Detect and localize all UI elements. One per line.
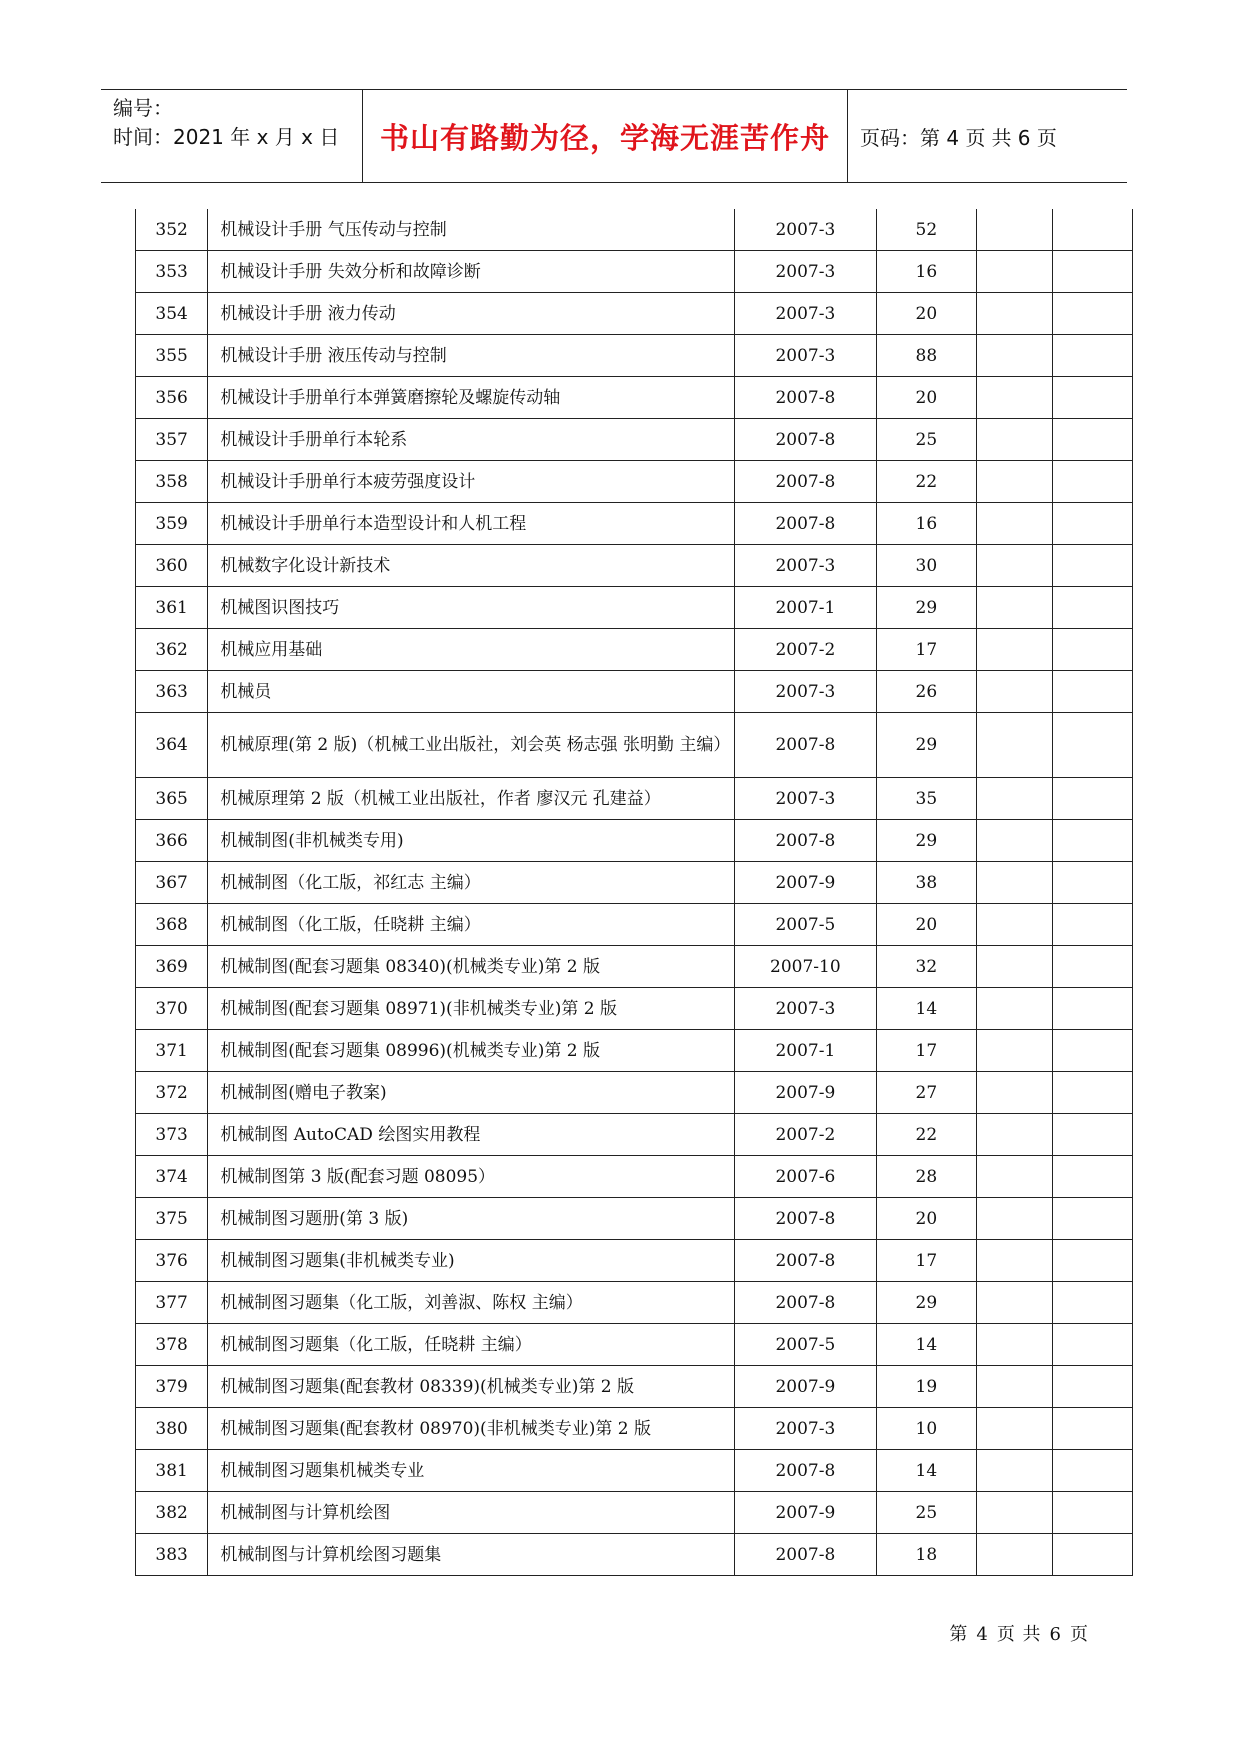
row-title: 机械设计手册单行本造型设计和人机工程 xyxy=(208,503,734,545)
row-number: 375 xyxy=(136,1198,208,1240)
row-title: 机械图识图技巧 xyxy=(208,587,734,629)
row-empty-2 xyxy=(1053,713,1133,778)
row-title: 机械设计手册 液力传动 xyxy=(208,293,734,335)
header-page-info xyxy=(848,90,1127,182)
row-count: 28 xyxy=(877,1156,977,1198)
row-number: 377 xyxy=(136,1282,208,1324)
table-row xyxy=(136,820,1133,862)
number-label: 编号： xyxy=(113,96,173,120)
table-row xyxy=(136,1324,1133,1366)
row-count: 14 xyxy=(877,988,977,1030)
row-empty-1 xyxy=(976,461,1053,503)
row-empty-2 xyxy=(1053,335,1133,377)
table-row xyxy=(136,419,1133,461)
row-number: 363 xyxy=(136,671,208,713)
row-title: 机械设计手册单行本轮系 xyxy=(208,419,734,461)
table-row xyxy=(136,1240,1133,1282)
row-date: 2007-8 xyxy=(734,419,876,461)
row-title: 机械设计手册单行本弹簧磨擦轮及螺旋传动轴 xyxy=(208,377,734,419)
row-empty-1 xyxy=(976,629,1053,671)
row-number: 366 xyxy=(136,820,208,862)
footer-suffix: 页 xyxy=(1070,1624,1089,1645)
row-empty-1 xyxy=(976,820,1053,862)
row-count: 35 xyxy=(877,778,977,820)
table-row xyxy=(136,1408,1133,1450)
row-empty-2 xyxy=(1053,1492,1133,1534)
row-empty-1 xyxy=(976,377,1053,419)
table-row xyxy=(136,671,1133,713)
row-title: 机械制图与计算机绘图习题集 xyxy=(208,1534,734,1576)
row-empty-1 xyxy=(976,1114,1053,1156)
row-title: 机械设计手册 液压传动与控制 xyxy=(208,335,734,377)
row-count: 29 xyxy=(877,587,977,629)
row-count: 14 xyxy=(877,1324,977,1366)
row-empty-2 xyxy=(1053,1072,1133,1114)
row-date: 2007-3 xyxy=(734,545,876,587)
row-title: 机械员 xyxy=(208,671,734,713)
row-date: 2007-9 xyxy=(734,1366,876,1408)
row-count: 17 xyxy=(877,629,977,671)
row-empty-2 xyxy=(1053,820,1133,862)
row-count: 32 xyxy=(877,946,977,988)
row-date: 2007-2 xyxy=(734,1114,876,1156)
row-count: 25 xyxy=(877,419,977,461)
row-count: 17 xyxy=(877,1240,977,1282)
row-number: 356 xyxy=(136,377,208,419)
book-table xyxy=(135,209,1133,1576)
row-count: 29 xyxy=(877,820,977,862)
row-empty-2 xyxy=(1053,671,1133,713)
row-title: 机械制图(配套习题集 08340)(机械类专业)第 2 版 xyxy=(208,946,734,988)
row-count: 10 xyxy=(877,1408,977,1450)
row-title: 机械制图第 3 版(配套习题 08095） xyxy=(208,1156,734,1198)
row-number: 368 xyxy=(136,904,208,946)
row-title: 机械制图(配套习题集 08996)(机械类专业)第 2 版 xyxy=(208,1030,734,1072)
row-date: 2007-8 xyxy=(734,461,876,503)
page-footer xyxy=(945,1620,1093,1646)
row-number: 379 xyxy=(136,1366,208,1408)
row-empty-1 xyxy=(976,862,1053,904)
row-count: 20 xyxy=(877,377,977,419)
row-empty-1 xyxy=(976,293,1053,335)
row-empty-1 xyxy=(976,1030,1053,1072)
footer-prefix: 第 xyxy=(949,1624,969,1645)
table-row xyxy=(136,1198,1133,1240)
row-title: 机械制图习题集机械类专业 xyxy=(208,1450,734,1492)
row-empty-2 xyxy=(1053,1324,1133,1366)
row-number: 378 xyxy=(136,1324,208,1366)
row-empty-1 xyxy=(976,335,1053,377)
row-count: 20 xyxy=(877,293,977,335)
row-count: 17 xyxy=(877,1030,977,1072)
row-date: 2007-8 xyxy=(734,820,876,862)
table-row xyxy=(136,1366,1133,1408)
row-date: 2007-8 xyxy=(734,713,876,778)
table-row xyxy=(136,209,1133,251)
row-empty-2 xyxy=(1053,587,1133,629)
row-count: 20 xyxy=(877,904,977,946)
row-title: 机械制图（化工版，祁红志 主编） xyxy=(208,862,734,904)
row-date: 2007-9 xyxy=(734,862,876,904)
row-number: 353 xyxy=(136,251,208,293)
row-title: 机械设计手册单行本疲劳强度设计 xyxy=(208,461,734,503)
row-empty-2 xyxy=(1053,904,1133,946)
row-number: 380 xyxy=(136,1408,208,1450)
row-number: 364 xyxy=(136,713,208,778)
row-empty-1 xyxy=(976,946,1053,988)
row-empty-2 xyxy=(1053,1198,1133,1240)
page-header xyxy=(101,89,1127,183)
row-date: 2007-8 xyxy=(734,1240,876,1282)
row-empty-2 xyxy=(1053,251,1133,293)
row-count: 19 xyxy=(877,1366,977,1408)
row-date: 2007-8 xyxy=(734,1198,876,1240)
row-empty-1 xyxy=(976,209,1053,251)
table-row xyxy=(136,377,1133,419)
row-title: 机械制图 AutoCAD 绘图实用教程 xyxy=(208,1114,734,1156)
footer-page: 4 xyxy=(976,1624,989,1645)
row-empty-1 xyxy=(976,1240,1053,1282)
row-title: 机械制图(配套习题集 08971)(非机械类专业)第 2 版 xyxy=(208,988,734,1030)
row-count: 16 xyxy=(877,251,977,293)
row-empty-2 xyxy=(1053,1282,1133,1324)
table-row xyxy=(136,1450,1133,1492)
row-empty-1 xyxy=(976,1366,1053,1408)
row-number: 381 xyxy=(136,1450,208,1492)
row-number: 361 xyxy=(136,587,208,629)
row-title: 机械应用基础 xyxy=(208,629,734,671)
header-motto: 书山有路勤为径，学海无涯苦作舟 xyxy=(363,90,848,182)
row-empty-1 xyxy=(976,1072,1053,1114)
row-empty-1 xyxy=(976,1156,1053,1198)
row-number: 382 xyxy=(136,1492,208,1534)
row-number: 360 xyxy=(136,545,208,587)
row-empty-1 xyxy=(976,1492,1053,1534)
row-date: 2007-6 xyxy=(734,1156,876,1198)
row-count: 29 xyxy=(877,713,977,778)
row-date: 2007-3 xyxy=(734,335,876,377)
row-empty-1 xyxy=(976,503,1053,545)
time-label: 时间：2021 年 x 月 x 日 xyxy=(113,125,340,149)
header-left xyxy=(101,90,363,182)
footer-total: 6 xyxy=(1049,1624,1062,1645)
row-number: 359 xyxy=(136,503,208,545)
row-empty-1 xyxy=(976,671,1053,713)
row-empty-2 xyxy=(1053,419,1133,461)
row-number: 370 xyxy=(136,988,208,1030)
row-count: 16 xyxy=(877,503,977,545)
row-title: 机械数字化设计新技术 xyxy=(208,545,734,587)
table-row xyxy=(136,503,1133,545)
row-date: 2007-3 xyxy=(734,778,876,820)
row-date: 2007-8 xyxy=(734,1534,876,1576)
row-title: 机械制图习题集（化工版，任晓耕 主编） xyxy=(208,1324,734,1366)
row-count: 26 xyxy=(877,671,977,713)
table-row xyxy=(136,946,1133,988)
row-date: 2007-5 xyxy=(734,1324,876,1366)
table-row xyxy=(136,251,1133,293)
row-title: 机械制图习题集(非机械类专业) xyxy=(208,1240,734,1282)
table-row xyxy=(136,629,1133,671)
row-count: 38 xyxy=(877,862,977,904)
row-date: 2007-1 xyxy=(734,1030,876,1072)
row-date: 2007-3 xyxy=(734,671,876,713)
page-label: 页码：第 4 页 xyxy=(860,125,986,150)
row-count: 22 xyxy=(877,461,977,503)
row-count: 25 xyxy=(877,1492,977,1534)
row-empty-1 xyxy=(976,1450,1053,1492)
table-row xyxy=(136,862,1133,904)
table-row xyxy=(136,1282,1133,1324)
row-empty-2 xyxy=(1053,1156,1133,1198)
row-empty-2 xyxy=(1053,209,1133,251)
table-row xyxy=(136,335,1133,377)
row-empty-2 xyxy=(1053,293,1133,335)
row-title: 机械制图习题集(配套教材 08970)(非机械类专业)第 2 版 xyxy=(208,1408,734,1450)
row-empty-1 xyxy=(976,1534,1053,1576)
row-date: 2007-1 xyxy=(734,587,876,629)
table-row xyxy=(136,545,1133,587)
row-date: 2007-3 xyxy=(734,1408,876,1450)
row-empty-1 xyxy=(976,545,1053,587)
row-empty-1 xyxy=(976,778,1053,820)
table-row xyxy=(136,988,1133,1030)
row-empty-2 xyxy=(1053,1534,1133,1576)
table-row xyxy=(136,1072,1133,1114)
row-title: 机械制图习题册(第 3 版) xyxy=(208,1198,734,1240)
row-number: 371 xyxy=(136,1030,208,1072)
row-title: 机械原理第 2 版（机械工业出版社，作者 廖汉元 孔建益） xyxy=(208,778,734,820)
row-empty-2 xyxy=(1053,862,1133,904)
row-empty-1 xyxy=(976,713,1053,778)
page-total: 共 6 页 xyxy=(991,125,1057,150)
table-row xyxy=(136,1114,1133,1156)
row-empty-2 xyxy=(1053,1366,1133,1408)
row-number: 357 xyxy=(136,419,208,461)
row-count: 20 xyxy=(877,1198,977,1240)
row-date: 2007-8 xyxy=(734,1450,876,1492)
row-title: 机械制图（化工版，任晓耕 主编） xyxy=(208,904,734,946)
row-date: 2007-8 xyxy=(734,377,876,419)
row-title: 机械制图习题集（化工版，刘善淑、陈权 主编） xyxy=(208,1282,734,1324)
row-empty-2 xyxy=(1053,377,1133,419)
row-empty-1 xyxy=(976,1282,1053,1324)
row-empty-1 xyxy=(976,1324,1053,1366)
row-empty-1 xyxy=(976,988,1053,1030)
row-count: 29 xyxy=(877,1282,977,1324)
row-number: 362 xyxy=(136,629,208,671)
table-row xyxy=(136,1534,1133,1576)
row-empty-2 xyxy=(1053,1114,1133,1156)
row-date: 2007-9 xyxy=(734,1072,876,1114)
row-number: 376 xyxy=(136,1240,208,1282)
row-number: 354 xyxy=(136,293,208,335)
row-date: 2007-8 xyxy=(734,503,876,545)
row-date: 2007-3 xyxy=(734,293,876,335)
row-empty-2 xyxy=(1053,461,1133,503)
row-empty-1 xyxy=(976,904,1053,946)
row-title: 机械设计手册 气压传动与控制 xyxy=(208,209,734,251)
row-empty-2 xyxy=(1053,988,1133,1030)
row-empty-2 xyxy=(1053,1030,1133,1072)
table-row xyxy=(136,461,1133,503)
row-title: 机械制图习题集(配套教材 08339)(机械类专业)第 2 版 xyxy=(208,1366,734,1408)
row-empty-2 xyxy=(1053,946,1133,988)
row-empty-2 xyxy=(1053,1408,1133,1450)
table-row xyxy=(136,293,1133,335)
row-empty-1 xyxy=(976,251,1053,293)
row-empty-2 xyxy=(1053,1450,1133,1492)
row-number: 355 xyxy=(136,335,208,377)
row-count: 88 xyxy=(877,335,977,377)
row-date: 2007-2 xyxy=(734,629,876,671)
row-number: 383 xyxy=(136,1534,208,1576)
row-date: 2007-3 xyxy=(734,988,876,1030)
row-count: 27 xyxy=(877,1072,977,1114)
row-count: 22 xyxy=(877,1114,977,1156)
table-row xyxy=(136,713,1133,778)
row-number: 372 xyxy=(136,1072,208,1114)
row-empty-1 xyxy=(976,1198,1053,1240)
row-date: 2007-3 xyxy=(734,251,876,293)
row-title: 机械制图与计算机绘图 xyxy=(208,1492,734,1534)
table-row xyxy=(136,1030,1133,1072)
row-number: 352 xyxy=(136,209,208,251)
row-title: 机械制图(非机械类专用) xyxy=(208,820,734,862)
row-number: 369 xyxy=(136,946,208,988)
row-empty-2 xyxy=(1053,629,1133,671)
row-count: 18 xyxy=(877,1534,977,1576)
row-date: 2007-9 xyxy=(734,1492,876,1534)
row-number: 367 xyxy=(136,862,208,904)
row-date: 2007-3 xyxy=(734,209,876,251)
row-title: 机械设计手册 失效分析和故障诊断 xyxy=(208,251,734,293)
table-row xyxy=(136,904,1133,946)
table-row xyxy=(136,1156,1133,1198)
row-date: 2007-8 xyxy=(734,1282,876,1324)
row-empty-1 xyxy=(976,419,1053,461)
row-date: 2007-5 xyxy=(734,904,876,946)
row-number: 358 xyxy=(136,461,208,503)
table-row xyxy=(136,778,1133,820)
row-number: 365 xyxy=(136,778,208,820)
row-title: 机械原理(第 2 版)（机械工业出版社，刘会英 杨志强 张明勤 主编） xyxy=(208,713,734,778)
table-row xyxy=(136,1492,1133,1534)
row-number: 373 xyxy=(136,1114,208,1156)
row-date: 2007-10 xyxy=(734,946,876,988)
row-empty-1 xyxy=(976,1408,1053,1450)
row-count: 30 xyxy=(877,545,977,587)
row-empty-2 xyxy=(1053,778,1133,820)
row-empty-2 xyxy=(1053,503,1133,545)
footer-mid: 页 共 xyxy=(996,1624,1042,1645)
table-row xyxy=(136,587,1133,629)
row-empty-2 xyxy=(1053,545,1133,587)
row-empty-1 xyxy=(976,587,1053,629)
row-count: 52 xyxy=(877,209,977,251)
row-count: 14 xyxy=(877,1450,977,1492)
row-empty-2 xyxy=(1053,1240,1133,1282)
row-title: 机械制图(赠电子教案) xyxy=(208,1072,734,1114)
row-number: 374 xyxy=(136,1156,208,1198)
